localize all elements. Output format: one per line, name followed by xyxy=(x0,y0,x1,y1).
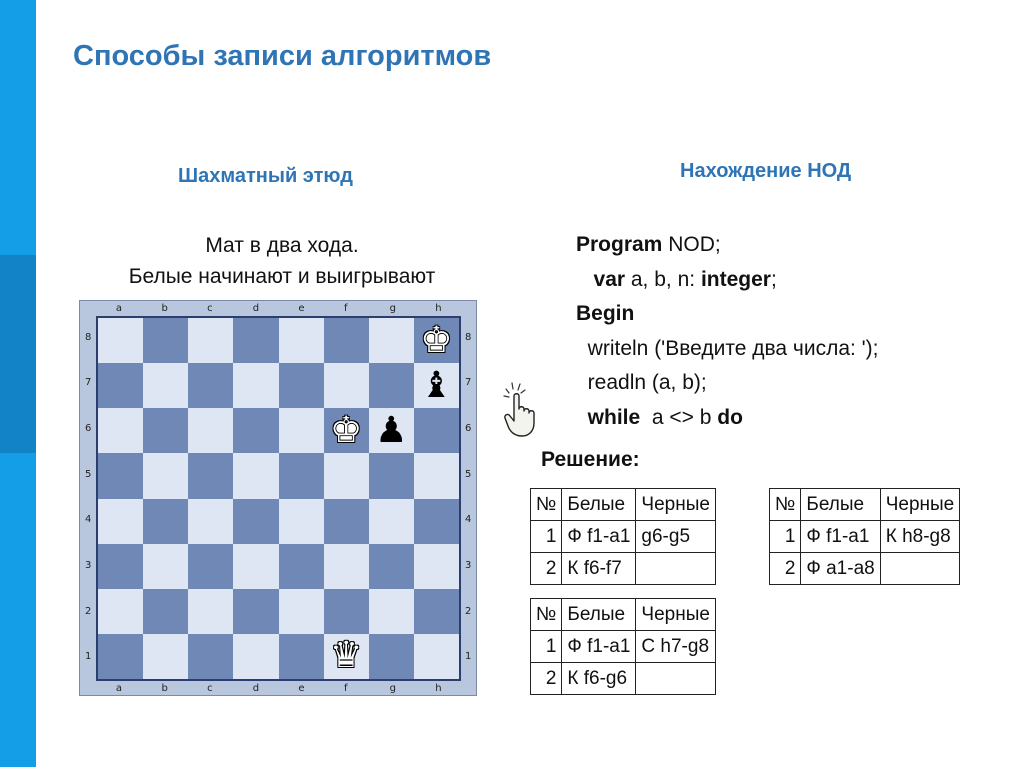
square-h1[interactable] xyxy=(414,634,459,679)
white-queen-icon[interactable]: ♛ xyxy=(330,635,363,677)
table-cell: К f6-f7 xyxy=(562,553,636,585)
table-cell: К h8-g8 xyxy=(880,521,960,553)
square-a7[interactable] xyxy=(98,363,143,408)
table-cell: Ф a1-a8 xyxy=(801,553,880,585)
file-label-f-bottom: f xyxy=(343,683,348,694)
code-line xyxy=(576,332,879,367)
table-header-cell: № xyxy=(531,599,562,631)
square-a3[interactable] xyxy=(98,544,143,589)
square-e2[interactable] xyxy=(279,589,324,634)
square-g6[interactable] xyxy=(369,408,414,453)
rank-label-4-right: 4 xyxy=(465,514,472,526)
table-row xyxy=(770,553,960,585)
square-b8[interactable] xyxy=(143,318,188,363)
white-king-icon[interactable]: ♚ xyxy=(330,409,363,451)
square-g2[interactable] xyxy=(369,589,414,634)
square-d4[interactable] xyxy=(233,499,278,544)
square-e4[interactable] xyxy=(279,499,324,544)
square-g8[interactable] xyxy=(369,318,414,363)
square-f6[interactable] xyxy=(324,408,369,453)
square-e7[interactable] xyxy=(279,363,324,408)
code-indent xyxy=(576,337,588,360)
square-c2[interactable] xyxy=(188,589,233,634)
code-keyword: Program xyxy=(576,233,663,256)
square-h8[interactable] xyxy=(414,318,459,363)
square-a8[interactable] xyxy=(98,318,143,363)
square-e8[interactable] xyxy=(279,318,324,363)
moves-table-3 xyxy=(530,598,716,695)
table-cell: Ф f1-a1 xyxy=(801,521,880,553)
table-header-cell: № xyxy=(531,489,562,521)
code-text: NOD; xyxy=(662,233,721,256)
chess-board xyxy=(79,300,477,696)
square-d2[interactable] xyxy=(233,589,278,634)
square-f2[interactable] xyxy=(324,589,369,634)
table-row xyxy=(531,663,716,695)
square-h6[interactable] xyxy=(414,408,459,453)
square-e5[interactable] xyxy=(279,453,324,498)
file-label-h-bottom: h xyxy=(435,683,442,694)
code-line xyxy=(576,297,879,332)
moves-table-1 xyxy=(530,488,716,585)
table-cell xyxy=(880,553,960,585)
square-c4[interactable] xyxy=(188,499,233,544)
file-label-b-bottom: b xyxy=(161,683,168,694)
file-label-g-top: g xyxy=(389,303,396,314)
table-row xyxy=(531,553,716,585)
table-cell: Ф f1-a1 xyxy=(562,631,636,663)
pointing-hand-icon[interactable] xyxy=(500,380,544,440)
side-bar xyxy=(0,0,36,767)
rank-label-2-right: 2 xyxy=(465,605,472,617)
table-header-row xyxy=(770,489,960,521)
square-a1[interactable] xyxy=(98,634,143,679)
code-text: a <> b xyxy=(640,405,718,429)
code-listing xyxy=(576,228,879,435)
table-row xyxy=(531,521,716,553)
square-b5[interactable] xyxy=(143,453,188,498)
rank-label-1-right: 1 xyxy=(465,651,472,663)
table-header-cell: Белые xyxy=(801,489,880,521)
rank-label-1-left: 1 xyxy=(85,651,92,663)
square-a5[interactable] xyxy=(98,453,143,498)
file-label-d-bottom: d xyxy=(252,683,260,694)
file-label-f-top: f xyxy=(343,303,348,314)
solution-label: Решение: xyxy=(541,448,640,471)
table-header-row xyxy=(531,489,716,521)
file-label-c-bottom: c xyxy=(207,683,213,694)
code-keyword: Begin xyxy=(576,302,635,325)
white-king-icon[interactable]: ♚ xyxy=(420,319,453,361)
table-row xyxy=(531,631,716,663)
square-a2[interactable] xyxy=(98,589,143,634)
page-title: Способы записи алгоритмов xyxy=(73,40,492,72)
square-c3[interactable] xyxy=(188,544,233,589)
square-e1[interactable] xyxy=(279,634,324,679)
table-header-cell: Черные xyxy=(636,489,716,521)
table-cell: Ф f1-a1 xyxy=(562,521,636,553)
table-header-cell: Черные xyxy=(636,599,716,631)
rank-label-6-left: 6 xyxy=(85,423,92,435)
table-cell: 1 xyxy=(531,521,562,553)
square-b7[interactable] xyxy=(143,363,188,408)
square-e6[interactable] xyxy=(279,408,324,453)
code-line xyxy=(576,228,879,263)
square-h4[interactable] xyxy=(414,499,459,544)
file-label-h-top: h xyxy=(435,303,442,314)
square-f7[interactable] xyxy=(324,363,369,408)
square-d6[interactable] xyxy=(233,408,278,453)
square-e3[interactable] xyxy=(279,544,324,589)
square-f3[interactable] xyxy=(324,544,369,589)
file-label-b-top: b xyxy=(161,303,168,314)
square-f4[interactable] xyxy=(324,499,369,544)
rank-label-5-right: 5 xyxy=(465,468,472,480)
file-label-g-bottom: g xyxy=(389,683,396,694)
table-cell xyxy=(636,553,716,585)
square-c5[interactable] xyxy=(188,453,233,498)
square-b4[interactable] xyxy=(143,499,188,544)
code-text: a, b, n: xyxy=(625,267,701,291)
chess-task-line-1: Мат в два хода. xyxy=(205,234,359,257)
rank-label-8-left: 8 xyxy=(85,331,92,343)
code-text: readln (a, b); xyxy=(587,371,707,394)
code-indent xyxy=(576,406,588,429)
code-text: writeln ('Введите два числа: '); xyxy=(587,336,879,360)
file-label-c-top: c xyxy=(207,303,213,314)
rank-label-7-right: 7 xyxy=(465,377,472,389)
square-c7[interactable] xyxy=(188,363,233,408)
table-cell: 1 xyxy=(531,631,562,663)
table-header-cell: Белые xyxy=(562,489,636,521)
square-d5[interactable] xyxy=(233,453,278,498)
square-f1[interactable] xyxy=(324,634,369,679)
rank-label-5-left: 5 xyxy=(85,468,92,480)
square-b6[interactable] xyxy=(143,408,188,453)
square-a6[interactable] xyxy=(98,408,143,453)
chess-task-line-2: Белые начинают и выигрывают xyxy=(128,265,436,288)
table-cell: 2 xyxy=(531,663,562,695)
square-f8[interactable] xyxy=(324,318,369,363)
code-line xyxy=(576,263,879,298)
table-header-cell: Белые xyxy=(562,599,636,631)
code-line xyxy=(576,401,879,436)
square-h2[interactable] xyxy=(414,589,459,634)
file-label-a-top: a xyxy=(115,303,122,314)
code-indent xyxy=(576,268,594,291)
table-cell: С h7-g8 xyxy=(636,631,716,663)
code-text: ; xyxy=(770,267,777,291)
square-c6[interactable] xyxy=(188,408,233,453)
rank-label-2-left: 2 xyxy=(85,605,92,617)
black-bishop-icon[interactable]: ♝ xyxy=(420,364,453,406)
square-d7[interactable] xyxy=(233,363,278,408)
table-cell: К f6-g6 xyxy=(562,663,636,695)
square-d1[interactable] xyxy=(233,634,278,679)
square-g3[interactable] xyxy=(369,544,414,589)
nod-heading: Нахождение НОД xyxy=(680,160,852,182)
file-label-e-bottom: e xyxy=(298,683,305,694)
square-h5[interactable] xyxy=(414,453,459,498)
rank-label-4-left: 4 xyxy=(85,514,92,526)
rank-label-3-right: 3 xyxy=(465,559,472,571)
square-a4[interactable] xyxy=(98,499,143,544)
table-cell: 2 xyxy=(770,553,801,585)
table-cell: 2 xyxy=(531,553,562,585)
table-cell: 1 xyxy=(770,521,801,553)
moves-table-2 xyxy=(769,488,960,585)
rank-label-8-right: 8 xyxy=(465,331,472,343)
table-header-cell: Черные xyxy=(880,489,960,521)
file-label-e-top: e xyxy=(298,303,305,314)
rank-label-3-left: 3 xyxy=(85,559,92,571)
square-g4[interactable] xyxy=(369,499,414,544)
file-label-d-top: d xyxy=(252,303,260,314)
code-line xyxy=(576,366,879,401)
rank-label-6-right: 6 xyxy=(465,423,472,435)
square-f5[interactable] xyxy=(324,453,369,498)
rank-label-7-left: 7 xyxy=(85,377,92,389)
square-h3[interactable] xyxy=(414,544,459,589)
table-cell: g6-g5 xyxy=(636,521,716,553)
square-b3[interactable] xyxy=(143,544,188,589)
code-keyword: do xyxy=(717,405,743,429)
file-label-a-bottom: a xyxy=(115,683,122,694)
table-row xyxy=(770,521,960,553)
square-g1[interactable] xyxy=(369,634,414,679)
code-keyword: integer xyxy=(700,267,771,291)
table-header-row xyxy=(531,599,716,631)
code-indent xyxy=(576,371,588,394)
square-b2[interactable] xyxy=(143,589,188,634)
square-g5[interactable] xyxy=(369,453,414,498)
square-b1[interactable] xyxy=(143,634,188,679)
square-c1[interactable] xyxy=(188,634,233,679)
square-c8[interactable] xyxy=(188,318,233,363)
square-d3[interactable] xyxy=(233,544,278,589)
table-header-cell: № xyxy=(770,489,801,521)
chess-heading: Шахматный этюд xyxy=(178,165,353,187)
side-bar-accent xyxy=(0,255,36,453)
square-g7[interactable] xyxy=(369,363,414,408)
black-pawn-icon[interactable]: ♟ xyxy=(375,409,408,451)
chess-grid xyxy=(96,316,461,681)
code-keyword: var xyxy=(593,267,626,291)
square-h7[interactable] xyxy=(414,363,459,408)
code-keyword: while xyxy=(587,405,641,429)
table-cell xyxy=(636,663,716,695)
square-d8[interactable] xyxy=(233,318,278,363)
